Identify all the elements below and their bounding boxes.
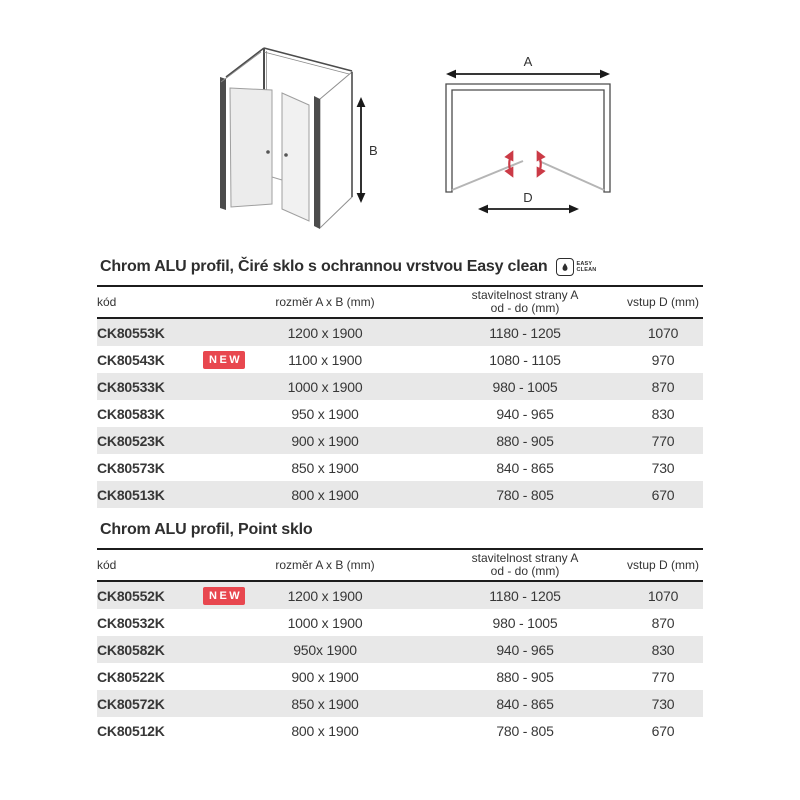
column-header-rozmer: rozměr A x B (mm)	[275, 294, 375, 309]
dimension-cell: 950x 1900	[293, 641, 357, 658]
table-row	[97, 318, 703, 346]
table-row	[97, 481, 703, 508]
adjustability-cell: 780 - 805	[496, 722, 554, 739]
product-code: CK80543K	[97, 351, 165, 368]
section-title-text: Chrom ALU profil, Point sklo	[100, 521, 313, 538]
adjustability-cell: 980 - 1005	[492, 614, 558, 631]
dimension-label-a: A	[523, 54, 533, 69]
column-header-vstup: vstup D (mm)	[627, 557, 699, 572]
entry-width-cell: 830	[651, 405, 675, 422]
product-code: CK80533K	[97, 378, 165, 395]
dimension-cell: 800 x 1900	[291, 722, 359, 739]
product-code: CK80513K	[97, 486, 165, 503]
dimension-cell: 850 x 1900	[291, 695, 359, 712]
adjustability-cell: 1180 - 1205	[489, 324, 561, 341]
door-handle-icon	[284, 153, 288, 157]
table-row	[97, 636, 703, 663]
dimension-cell: 900 x 1900	[291, 432, 359, 449]
dimension-arrow-d	[478, 190, 579, 213]
entry-width-cell: 970	[651, 351, 675, 368]
entry-width-cell: 870	[651, 614, 675, 631]
table-row	[97, 581, 703, 609]
product-code-cell	[97, 636, 223, 663]
droplet-icon	[556, 258, 574, 276]
entry-width-cell: 1070	[647, 324, 679, 341]
dimension-cell: 1200 x 1900	[287, 324, 363, 341]
adjustability-cell: 980 - 1005	[492, 378, 558, 395]
table-row	[97, 663, 703, 690]
product-code-cell	[97, 373, 223, 400]
product-code: CK80572K	[97, 695, 165, 712]
door-handle-icon	[266, 150, 270, 154]
product-code: CK80523K	[97, 432, 165, 449]
dimension-cell: 800 x 1900	[291, 486, 359, 503]
section-title-point-sklo	[100, 521, 703, 539]
top-view-diagram	[446, 54, 610, 213]
table-header	[97, 549, 703, 581]
product-code-cell	[97, 717, 223, 744]
adjustability-cell: 940 - 965	[496, 405, 554, 422]
product-code: CK80512K	[97, 722, 165, 739]
column-header-vstup: vstup D (mm)	[627, 294, 699, 309]
column-header-stavitelnost: stavitelnost strany A od - do (mm)	[471, 551, 579, 578]
dimension-cell: 1000 x 1900	[287, 378, 363, 395]
section-title-easy-clean	[100, 258, 703, 276]
table-header	[97, 286, 703, 318]
table-row	[97, 454, 703, 481]
adjustability-cell: 780 - 805	[496, 486, 554, 503]
entry-width-cell: 730	[651, 459, 675, 476]
product-code-cell	[97, 454, 223, 481]
table-row	[97, 427, 703, 454]
dimension-cell: 950 x 1900	[291, 405, 359, 422]
table-row	[97, 400, 703, 427]
product-code-cell	[97, 481, 223, 508]
product-code-cell	[97, 663, 223, 690]
adjustability-cell: 880 - 905	[496, 432, 554, 449]
column-header-stavitelnost: stavitelnost strany A od - do (mm)	[471, 288, 579, 315]
easy-clean-label-bottom: CLEAN	[576, 267, 597, 273]
entry-width-cell: 830	[651, 641, 675, 658]
product-code-cell	[97, 427, 223, 454]
point-sklo-table	[97, 548, 703, 744]
adjustability-cell: 840 - 865	[496, 695, 554, 712]
dimension-cell: 850 x 1900	[291, 459, 359, 476]
dimension-label-b: B	[369, 143, 378, 158]
entry-width-cell: 770	[651, 668, 675, 685]
new-badge: NEW	[203, 587, 245, 605]
easy-clean-label-top: EASY	[576, 261, 593, 267]
dimension-cell: 900 x 1900	[291, 668, 359, 685]
product-code-cell	[97, 400, 223, 427]
table-row	[97, 346, 703, 373]
product-code-cell	[97, 318, 223, 346]
product-code-cell	[97, 346, 243, 373]
table-row	[97, 373, 703, 400]
table-row	[97, 717, 703, 744]
dimension-arrow-a	[446, 54, 610, 78]
product-code: CK80583K	[97, 405, 165, 422]
technical-diagrams	[0, 0, 800, 250]
product-code: CK80552K	[97, 587, 165, 604]
column-header-kod: kód	[97, 294, 117, 309]
adjustability-cell: 880 - 905	[496, 668, 554, 685]
dimension-arrow-b	[357, 97, 378, 203]
product-code-cell	[97, 581, 243, 609]
adjustability-cell: 840 - 865	[496, 459, 554, 476]
entry-width-cell: 770	[651, 432, 675, 449]
table-row	[97, 609, 703, 636]
product-code: CK80582K	[97, 641, 165, 658]
table-row	[97, 690, 703, 717]
entry-width-cell: 1070	[647, 587, 679, 604]
section-title-text: Chrom ALU profil, Čiré sklo s ochrannou vrstvou Easy clean	[100, 258, 548, 275]
column-header-rozmer: rozměr A x B (mm)	[275, 557, 375, 572]
column-header-kod: kód	[97, 557, 117, 572]
dimension-cell: 1100 x 1900	[288, 351, 362, 368]
product-code: CK80573K	[97, 459, 165, 476]
adjustability-cell: 940 - 965	[496, 641, 554, 658]
entry-width-cell: 730	[651, 695, 675, 712]
product-code-cell	[97, 609, 223, 636]
product-code: CK80522K	[97, 668, 165, 685]
dimension-cell: 1200 x 1900	[287, 587, 363, 604]
entry-width-cell: 670	[651, 486, 675, 503]
new-badge: NEW	[203, 351, 245, 369]
easy-clean-icon	[556, 258, 596, 276]
dimension-label-d: D	[523, 190, 533, 205]
easy-clean-table	[97, 285, 703, 508]
product-code: CK80553K	[97, 324, 165, 341]
entry-width-cell: 670	[651, 722, 675, 739]
product-code: CK80532K	[97, 614, 165, 631]
adjustability-cell: 1180 - 1205	[489, 587, 561, 604]
adjustability-cell: 1080 - 1105	[489, 351, 561, 368]
product-code-cell	[97, 690, 223, 717]
dimension-cell: 1000 x 1900	[287, 614, 363, 631]
entry-width-cell: 870	[651, 378, 675, 395]
isometric-enclosure-diagram	[220, 48, 378, 229]
